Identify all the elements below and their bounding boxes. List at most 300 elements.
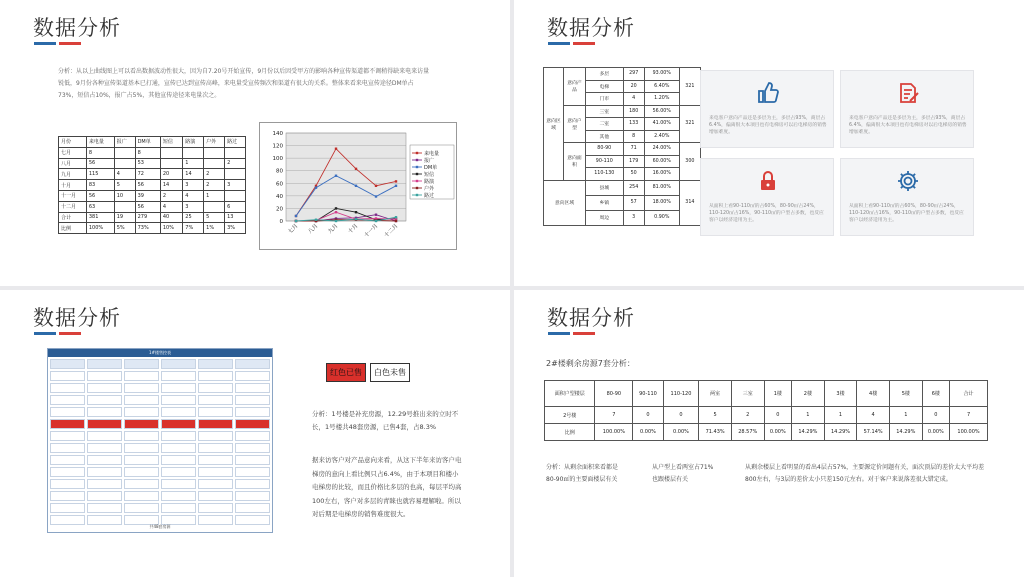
column-header: 4楼 [857, 381, 890, 407]
unit-cell [124, 467, 159, 477]
table-cell: 0.00% [633, 424, 663, 441]
percent-cell: 56.00% [644, 105, 679, 118]
table-cell: 6 [225, 201, 246, 212]
x-tick-label: 九月 [327, 223, 340, 236]
table-cell: 8 [135, 147, 160, 158]
table-cell [114, 158, 135, 169]
unit-cell [161, 491, 196, 501]
table-cell: 0.00% [922, 424, 949, 441]
count-cell: 133 [623, 118, 644, 131]
table-cell [114, 201, 135, 212]
column-header: 110-120 [663, 381, 699, 407]
unit-cell [161, 359, 196, 369]
unit-cell [235, 455, 270, 465]
table-cell [204, 201, 225, 212]
table-cell: 40 [160, 212, 182, 223]
table-cell: 83 [86, 180, 114, 191]
table-cell: 10 [114, 190, 135, 201]
unit-cell [198, 395, 233, 405]
table-cell: 1 [824, 407, 857, 424]
column-header: 月份 [59, 137, 87, 148]
table-row [59, 158, 246, 169]
table-cell: 56 [86, 158, 114, 169]
y-tick-label: 140 [272, 131, 283, 137]
unit-cell [161, 395, 196, 405]
unit-cell [235, 383, 270, 393]
table-cell: 14.29% [792, 424, 825, 441]
table-cell: 56 [86, 190, 114, 201]
unit-cell [235, 359, 270, 369]
line-chart-frame [259, 122, 457, 250]
unit-cell [87, 467, 122, 477]
unit-cell [161, 443, 196, 453]
legend-unsold: 白色未售 [370, 363, 410, 382]
column-header: 5楼 [889, 381, 922, 407]
gear-icon [896, 169, 920, 193]
table-cell [114, 147, 135, 158]
count-cell: 4 [623, 93, 644, 106]
unit-cell [235, 419, 270, 429]
category-cell: 县城 [586, 180, 624, 195]
y-tick-label: 120 [272, 143, 283, 150]
table-cell: 1 [204, 190, 225, 201]
data-point [295, 215, 297, 217]
data-point [315, 219, 317, 221]
table-cell: 4 [114, 169, 135, 180]
table-cell: 4 [183, 190, 204, 201]
total-cell: 321 [679, 105, 700, 143]
unit-cell [50, 371, 85, 381]
table-cell [204, 158, 225, 169]
table-row [544, 143, 701, 156]
unit-cell [235, 407, 270, 417]
data-point [375, 195, 377, 197]
count-cell: 179 [623, 155, 644, 168]
category-cell: 90-110 [586, 155, 624, 168]
unit-cell [50, 395, 85, 405]
table-cell [160, 147, 182, 158]
title-underline [34, 332, 84, 335]
table-cell: 九月 [59, 169, 87, 180]
percent-cell: 81.00% [644, 180, 679, 195]
column-header: 三室 [731, 381, 764, 407]
legend-marker [416, 166, 418, 168]
unit-cell [198, 431, 233, 441]
percent-cell: 1.20% [644, 93, 679, 106]
slide-3[interactable] [0, 290, 510, 577]
unit-cell [87, 503, 122, 513]
table-cell: 2 [731, 407, 764, 424]
category-cell: 二室 [586, 118, 624, 131]
sheet-footer: 共48套房源 [149, 524, 171, 529]
table-cell: 14 [160, 180, 182, 191]
legend-marker [416, 180, 418, 182]
y-tick-label: 80 [276, 168, 283, 175]
unit-cell [124, 359, 159, 369]
percent-cell: 24.00% [644, 143, 679, 156]
line-chart [260, 123, 458, 251]
unit-cell [235, 503, 270, 513]
table-cell: 比例 [59, 223, 87, 234]
unit-cell [50, 383, 85, 393]
table-cell: 7% [183, 223, 204, 234]
unit-cell [198, 419, 233, 429]
unit-cell [50, 479, 85, 489]
table-cell: 1% [204, 223, 225, 234]
x-tick-label: 七月 [287, 223, 300, 236]
table-cell [225, 147, 246, 158]
table-cell: 2 [204, 180, 225, 191]
table-cell: 3 [225, 180, 246, 191]
table-cell: 4 [857, 407, 890, 424]
unit-cell [50, 491, 85, 501]
category-cell: 电梯 [586, 80, 624, 93]
percent-cell: 18.00% [644, 195, 679, 210]
unit-cell [87, 383, 122, 393]
table-cell: 1 [183, 158, 204, 169]
table-cell: 56 [135, 201, 160, 212]
legend-label: 户外 [424, 186, 435, 192]
table-cell: 25 [183, 212, 204, 223]
y-tick-label: 100 [272, 156, 283, 163]
unit-cell [124, 419, 159, 429]
unit-cell [198, 383, 233, 393]
table-cell [225, 190, 246, 201]
column-header: 短信 [160, 137, 182, 148]
title-underline [548, 332, 598, 335]
percent-cell: 6.40% [644, 80, 679, 93]
group-label: 意向区域 [544, 68, 564, 181]
data-point [295, 220, 297, 222]
column-header: 报广 [114, 137, 135, 148]
unit-cell [124, 395, 159, 405]
count-cell: 71 [623, 143, 644, 156]
insight-card: 来电客户意向产品还是多层为主，多层占93%，商层占6.4%，偏离很大本项目也有电梯房可以后电梯房的销售增加难度。 [700, 70, 834, 148]
slide-title: 数据分析 [33, 306, 121, 330]
y-tick-label: 0 [279, 219, 283, 225]
table-row [544, 105, 701, 118]
percent-cell: 16.00% [644, 168, 679, 181]
table-cell [183, 147, 204, 158]
data-point [355, 211, 357, 213]
table-cell: 4 [160, 201, 182, 212]
y-tick-label: 60 [276, 181, 283, 188]
table-cell: 1 [792, 407, 825, 424]
analysis-note-2: 据来访客户对产品意向来看，从这下半年来访客户电梯房的意向上看比例只占6.4%，由于本项目和楼小电梯房的比较，而且价格比多层的也高，每层平均高100左右，客户对多层的青睐也就容易理解啦。所以对后期是电梯房的销售难度很大。 [312, 456, 462, 518]
unit-cell [87, 431, 122, 441]
count-cell: 57 [623, 195, 644, 210]
sales-control-sheet [47, 348, 273, 533]
analysis-note-floor: 从剩余楼层上看明显的看出4层占57%，主要源定价问题有关，面次顶层的差价太大平均差800左右，与3层的差价太小只差150元左右。对于客户来说落差很大错定成。 [745, 464, 985, 483]
count-cell: 8 [623, 130, 644, 143]
data-point [375, 220, 377, 222]
table-row [544, 68, 701, 81]
table-cell: 100.00% [950, 424, 988, 441]
table-cell: 3 [183, 180, 204, 191]
table-row [59, 169, 246, 180]
legend-marker [416, 194, 418, 196]
table-row [59, 147, 246, 158]
percent-cell: 2.40% [644, 130, 679, 143]
slide-title: 数据分析 [33, 16, 121, 40]
table-cell: 3% [225, 223, 246, 234]
table-cell: 5 [204, 212, 225, 223]
unit-cell [124, 503, 159, 513]
title-underline [34, 42, 84, 45]
data-point [335, 211, 337, 213]
unit-cell [124, 455, 159, 465]
unit-cell [50, 455, 85, 465]
column-header: DM单 [135, 137, 160, 148]
unit-cell [161, 407, 196, 417]
table-cell: 2 [204, 169, 225, 180]
unit-cell [161, 419, 196, 429]
group-label: 意向区域 [544, 180, 586, 225]
unit-cell [235, 491, 270, 501]
unit-cell [161, 431, 196, 441]
table-cell: 十月 [59, 180, 87, 191]
column-header: 80-90 [595, 381, 633, 407]
slide-title: 数据分析 [547, 306, 635, 330]
column-header: 1楼 [764, 381, 791, 407]
intent-table [543, 67, 701, 226]
table-cell: 2号楼 [545, 407, 595, 424]
x-tick-label: 十二月 [383, 223, 400, 240]
table-cell: 71.43% [699, 424, 732, 441]
thumbs-up-icon [756, 81, 780, 105]
subgroup-label: 意向户型 [564, 105, 586, 143]
unit-cell [124, 407, 159, 417]
data-point [335, 148, 337, 150]
table-cell: 5 [699, 407, 732, 424]
table-cell: 13 [225, 212, 246, 223]
table-cell: 72 [135, 169, 160, 180]
table-cell: 279 [135, 212, 160, 223]
table-cell: 100.00% [595, 424, 633, 441]
legend-label: 短信 [424, 172, 435, 178]
column-header: 2楼 [792, 381, 825, 407]
table-cell: 0 [663, 407, 699, 424]
data-point [335, 207, 337, 209]
data-point [355, 218, 357, 220]
unit-cell [161, 503, 196, 513]
table-row [59, 201, 246, 212]
unit-cell [235, 479, 270, 489]
unit-cell [235, 395, 270, 405]
table-cell: 八月 [59, 158, 87, 169]
category-cell: 门市 [586, 93, 624, 106]
call-volume-table [58, 136, 246, 234]
unit-cell [50, 503, 85, 513]
unit-cell [124, 491, 159, 501]
unit-cell [198, 455, 233, 465]
slide-1[interactable] [0, 0, 510, 286]
unit-cell [87, 371, 122, 381]
data-point [395, 180, 397, 182]
edit-icon [896, 81, 920, 105]
unit-cell [235, 467, 270, 477]
table-row [545, 407, 988, 424]
unit-cell [50, 431, 85, 441]
count-cell: 3 [623, 210, 644, 225]
table-row [59, 223, 246, 234]
subgroup-label: 意向面积 [564, 143, 586, 181]
analysis-note-1: 分析：1号楼是补充房源，12.29号推出来的立时不长，1号楼共48套房源，已售4套，占8.3% [312, 410, 459, 431]
legend-marker [416, 159, 418, 161]
count-cell: 297 [623, 68, 644, 81]
unit-cell [50, 419, 85, 429]
category-cell: 多层 [586, 68, 624, 81]
unit-cell [161, 371, 196, 381]
table-header-row [545, 381, 988, 407]
table-cell: 5 [114, 180, 135, 191]
column-header: 6楼 [922, 381, 949, 407]
unit-cell [124, 443, 159, 453]
count-cell: 20 [623, 80, 644, 93]
unit-cell [198, 467, 233, 477]
table-cell: 1 [889, 407, 922, 424]
unit-cell [235, 371, 270, 381]
legend-marker [416, 173, 418, 175]
unit-cell [50, 359, 85, 369]
data-point [335, 175, 337, 177]
data-point [315, 186, 317, 188]
unit-cell [161, 479, 196, 489]
unit-cell [124, 431, 159, 441]
title-underline [548, 42, 598, 45]
legend-label: DM单 [424, 165, 438, 171]
column-header: 来电量 [86, 137, 114, 148]
table-cell: 0.00% [764, 424, 791, 441]
column-header: 户外 [204, 137, 225, 148]
category-cell: 三室 [586, 105, 624, 118]
unit-cell [87, 395, 122, 405]
analysis-note-layout: 从户型上看两室占71%也跟楼层有关 [652, 464, 714, 483]
table-cell: 53 [135, 158, 160, 169]
unit-cell [87, 479, 122, 489]
plot-area [286, 133, 406, 221]
table-cell: 115 [86, 169, 114, 180]
table-cell: 2 [160, 190, 182, 201]
table-cell: 七月 [59, 147, 87, 158]
unit-cell [198, 359, 233, 369]
column-header: 两室 [699, 381, 732, 407]
x-tick-label: 八月 [307, 223, 320, 236]
total-cell: 314 [679, 180, 700, 225]
unit-cell [235, 443, 270, 453]
y-tick-label: 20 [276, 206, 283, 213]
table-cell: 2 [225, 158, 246, 169]
unit-cell [161, 383, 196, 393]
table-cell: 5% [114, 223, 135, 234]
unit-cell [198, 443, 233, 453]
column-header: 路过 [225, 137, 246, 148]
table-cell: 7 [950, 407, 988, 424]
slide-2[interactable] [514, 0, 1024, 286]
table-cell: 0 [922, 407, 949, 424]
subgroup-label: 意向产品 [564, 68, 586, 106]
x-tick-label: 十一月 [363, 223, 380, 240]
data-point [355, 168, 357, 170]
table-cell: 十一月 [59, 190, 87, 201]
unit-cell [198, 491, 233, 501]
count-cell: 50 [623, 168, 644, 181]
category-cell: 110-130 [586, 168, 624, 181]
unit-cell [198, 407, 233, 417]
column-header: 3楼 [824, 381, 857, 407]
slide-4[interactable] [514, 290, 1024, 577]
count-cell: 254 [623, 180, 644, 195]
table-row [59, 180, 246, 191]
legend-label: 路演 [424, 179, 435, 185]
unit-cell [50, 467, 85, 477]
table-cell: 57.14% [857, 424, 890, 441]
data-point [395, 220, 397, 222]
table-cell: 比例 [545, 424, 595, 441]
slide-title: 数据分析 [547, 16, 635, 40]
unit-cell [87, 359, 122, 369]
data-point [355, 185, 357, 187]
table-cell: 19 [114, 212, 135, 223]
table-cell: 14.29% [889, 424, 922, 441]
percent-cell: 41.00% [644, 118, 679, 131]
unit-cell [161, 455, 196, 465]
category-cell: 其他 [586, 130, 624, 143]
column-header: 90-110 [633, 381, 663, 407]
total-cell: 321 [679, 68, 700, 106]
lock-icon [756, 169, 780, 193]
unit-cell [198, 479, 233, 489]
legend-marker [416, 187, 418, 189]
table-cell: 20 [160, 169, 182, 180]
data-point [335, 220, 337, 222]
category-cell: 乡镇 [586, 195, 624, 210]
table-cell: 合计 [59, 212, 87, 223]
insight-card: 从面积上看90-110㎡的占60%，80-90㎡占24%，110-120㎡占16%，90-110㎡的户型占多数，也反应客户以经济适用为主。 [840, 158, 974, 236]
unit-cell [87, 407, 122, 417]
unit-cell [50, 407, 85, 417]
unit-cell [50, 443, 85, 453]
table-cell: 14 [183, 169, 204, 180]
analysis-note-area: 分析：从剩余面积来看都是80-90㎡的主要面楼层有关 [546, 464, 619, 483]
data-point [395, 216, 397, 218]
column-header: 面积户型楼层 [545, 381, 595, 407]
unit-cell [87, 455, 122, 465]
table-cell: 14.29% [824, 424, 857, 441]
data-point [395, 185, 397, 187]
table-cell [225, 169, 246, 180]
legend-label: 报广 [424, 158, 435, 164]
unit-cell [124, 383, 159, 393]
table-cell: 100% [86, 223, 114, 234]
y-tick-label: 40 [276, 193, 283, 200]
percent-cell: 0.90% [644, 210, 679, 225]
legend-label: 路过 [424, 193, 435, 199]
table-cell: 0.00% [663, 424, 699, 441]
table-cell: 十二月 [59, 201, 87, 212]
table-cell: 0 [633, 407, 663, 424]
table-cell: 28.57% [731, 424, 764, 441]
analysis-paragraph: 分析：从以上曲线图上可以看出数据波动性很大，因为自7.20号开始宣传，9月份以后因受甲方的影响各种宣传渠道都不调稍得缺来电来访量锐低，9月份各种宣传渠道基本已打通，宣传已达到宣传高峰，来电量受宣传频次和渠道有很大的关系。整体来看来电宣传途径DM单占73%，短信占10%，报广占5%，其他宣传途径来电量次之。 [58, 68, 430, 99]
legend-sold: 红色已售 [326, 363, 366, 382]
legend-marker [416, 152, 418, 154]
remaining-units-table [544, 380, 988, 441]
table-row [545, 424, 988, 441]
column-header: 合计 [950, 381, 988, 407]
table-cell: 8 [86, 147, 114, 158]
unit-cell [124, 371, 159, 381]
table-row [544, 180, 701, 195]
